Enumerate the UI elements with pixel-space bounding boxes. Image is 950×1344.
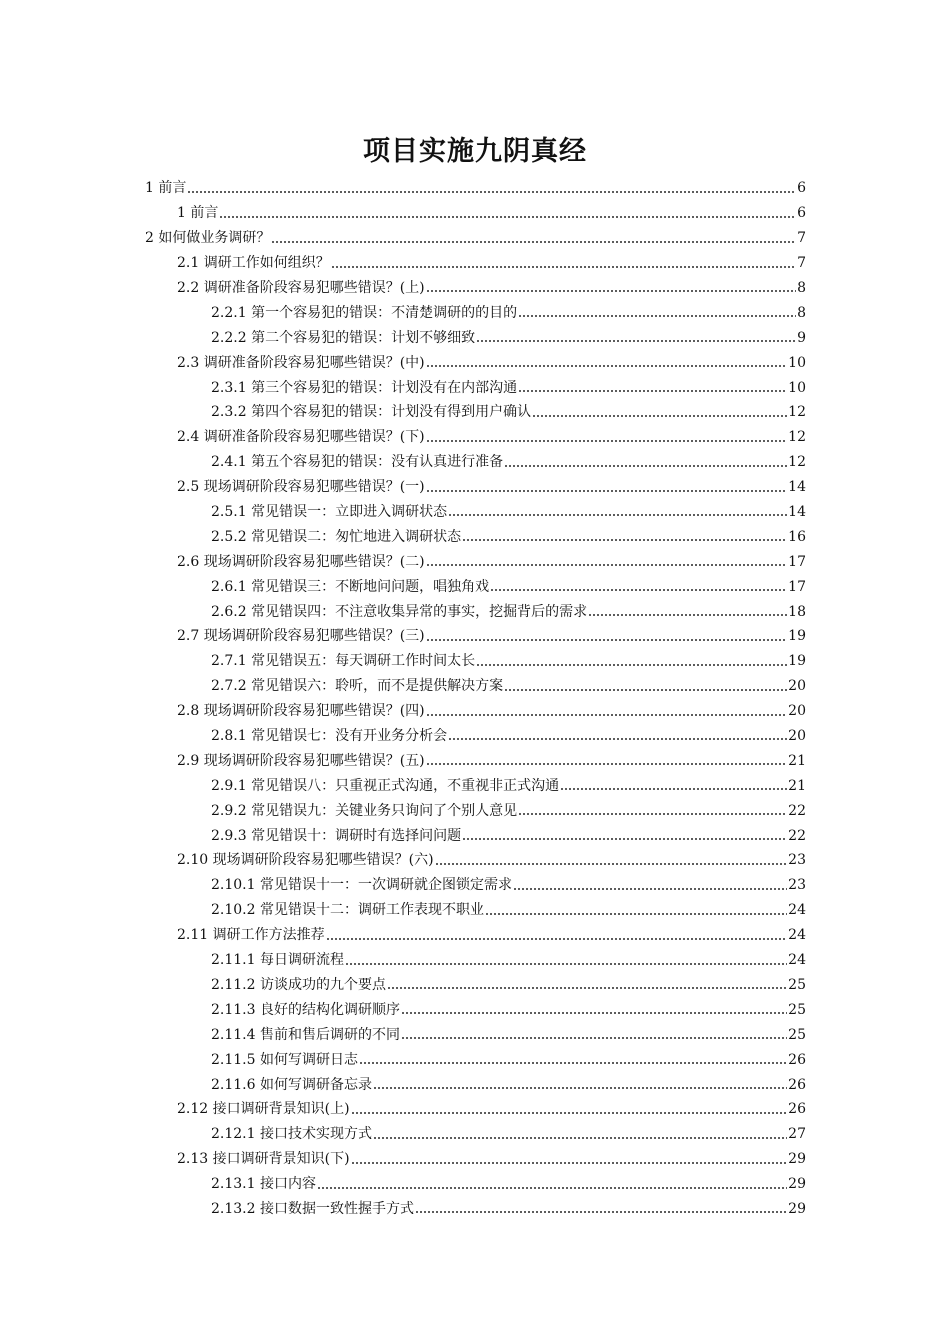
toc-page-number: 18 xyxy=(788,603,806,620)
toc-page-number: 29 xyxy=(788,1151,806,1168)
toc-entry[interactable] xyxy=(211,823,806,848)
toc-entry[interactable] xyxy=(177,1147,806,1172)
toc-entry-label: 1 前言 xyxy=(177,205,219,222)
toc-dot-leader xyxy=(426,713,788,717)
toc-page-number: 22 xyxy=(788,827,806,844)
toc-dot-leader xyxy=(426,563,788,567)
toc-entry-label: 2.4 调研准备阶段容易犯哪些错误？(下) xyxy=(177,429,425,446)
toc-entry[interactable] xyxy=(177,251,806,276)
toc-page-number: 20 xyxy=(788,728,806,745)
toc-entry-label: 2.1 调研工作如何组织？ xyxy=(177,255,330,272)
toc-dot-leader xyxy=(435,862,788,866)
toc-entry[interactable] xyxy=(211,773,806,798)
toc-dot-leader xyxy=(426,638,788,642)
toc-entry-label: 2.6.1 常见错误三：不断地问问题，唱独角戏 xyxy=(211,578,490,595)
toc-dot-leader xyxy=(462,538,787,542)
toc-entry[interactable] xyxy=(211,325,806,350)
toc-dot-leader xyxy=(532,414,787,418)
toc-entry[interactable] xyxy=(211,873,806,898)
toc-page-number: 26 xyxy=(788,1101,806,1118)
toc-entry[interactable] xyxy=(211,1072,806,1097)
toc-entry[interactable] xyxy=(211,1122,806,1147)
toc-entry[interactable] xyxy=(177,848,806,873)
toc-page-number: 19 xyxy=(788,653,806,670)
toc-page-number: 21 xyxy=(788,777,806,794)
toc-dot-leader xyxy=(518,389,787,393)
toc-page-number: 6 xyxy=(797,180,806,197)
toc-dot-leader xyxy=(426,289,796,293)
toc-entry[interactable] xyxy=(211,1172,806,1197)
toc-dot-leader xyxy=(331,265,796,269)
toc-entry[interactable] xyxy=(145,226,806,251)
toc-entry-label: 2.11.5 如何写调研日志 xyxy=(211,1051,358,1068)
toc-entry-label: 2.7 现场调研阶段容易犯哪些错误？(三) xyxy=(177,628,425,645)
toc-page-number: 12 xyxy=(788,429,806,446)
toc-page-number: 25 xyxy=(788,976,806,993)
toc-dot-leader xyxy=(588,613,787,617)
toc-entry-label: 2.11.3 良好的结构化调研顺序 xyxy=(211,1001,400,1018)
toc-entry-label: 2.2.1 第一个容易犯的错误：不清楚调研的的目的 xyxy=(211,304,518,321)
toc-dot-leader xyxy=(387,986,787,990)
toc-entry[interactable] xyxy=(211,1047,806,1072)
toc-page-number: 20 xyxy=(788,703,806,720)
toc-entry[interactable] xyxy=(211,300,806,325)
toc-entry-label: 2.13.1 接口内容 xyxy=(211,1176,316,1193)
toc-page-number: 16 xyxy=(788,528,806,545)
toc-page-number: 24 xyxy=(788,927,806,944)
toc-entry-label: 2.2.2 第二个容易犯的错误：计划不够细致 xyxy=(211,329,476,346)
toc-dot-leader xyxy=(401,1011,787,1015)
toc-page-number: 23 xyxy=(788,877,806,894)
toc-dot-leader xyxy=(326,937,788,941)
toc-entry[interactable] xyxy=(211,375,806,400)
toc-dot-leader xyxy=(373,1136,787,1140)
toc-entry[interactable] xyxy=(211,574,806,599)
toc-dot-leader xyxy=(513,887,787,891)
toc-dot-leader xyxy=(490,588,787,592)
toc-page-number: 26 xyxy=(788,1051,806,1068)
toc-entry[interactable] xyxy=(211,973,806,998)
toc-entry-label: 2.11.6 如何写调研备忘录 xyxy=(211,1076,372,1093)
toc-page-number: 17 xyxy=(788,578,806,595)
toc-page-number: 21 xyxy=(788,752,806,769)
toc-entry-label: 2.10.2 常见错误十二：调研工作表现不职业 xyxy=(211,902,484,919)
toc-entry-label: 2.11 调研工作方法推荐 xyxy=(177,927,325,944)
toc-entry-label: 2.11.1 每日调研流程 xyxy=(211,952,344,969)
toc-entry-label: 2.10.1 常见错误十一：一次调研就企图锁定需求 xyxy=(211,877,512,894)
toc-entry[interactable] xyxy=(211,450,806,475)
toc-page-number: 23 xyxy=(788,852,806,869)
toc-page-number: 12 xyxy=(788,454,806,471)
toc-entry-label: 2.9.2 常见错误九：关键业务只询问了个别人意见 xyxy=(211,802,518,819)
toc-entry[interactable] xyxy=(177,1097,806,1122)
toc-page-number: 8 xyxy=(797,280,806,296)
toc-entry[interactable] xyxy=(177,699,806,724)
toc-dot-leader xyxy=(345,962,787,966)
toc-entry-label: 2.5.1 常见错误一：立即进入调研状态 xyxy=(211,504,448,521)
toc-entry[interactable] xyxy=(177,350,806,375)
toc-page-number: 24 xyxy=(788,902,806,919)
toc-page-number: 27 xyxy=(788,1126,806,1143)
toc-entry[interactable] xyxy=(211,524,806,549)
toc-entry[interactable] xyxy=(211,500,806,525)
toc-entry-label: 1 前言 xyxy=(145,180,187,197)
toc-page-number: 7 xyxy=(797,230,806,247)
toc-entry[interactable] xyxy=(177,425,806,450)
toc-dot-leader xyxy=(462,837,787,841)
toc-dot-leader xyxy=(476,663,787,667)
toc-dot-leader xyxy=(317,1186,787,1190)
toc-page-number: 12 xyxy=(788,404,806,421)
toc-entry[interactable] xyxy=(211,948,806,973)
toc-dot-leader xyxy=(426,489,788,493)
toc-dot-leader xyxy=(415,1210,787,1214)
toc-dot-leader xyxy=(504,688,787,692)
toc-dot-leader xyxy=(476,339,796,343)
toc-dot-leader xyxy=(426,364,788,368)
toc-page-number: 24 xyxy=(788,952,806,969)
toc-dot-leader xyxy=(426,439,788,443)
toc-entry[interactable] xyxy=(177,201,806,226)
toc-entry-label: 2.9.1 常见错误八：只重视正式沟通，不重视非正式沟通 xyxy=(211,777,560,794)
toc-entry-label: 2.6.2 常见错误四：不注意收集异常的事实，挖掘背后的需求 xyxy=(211,603,588,620)
toc-dot-leader xyxy=(518,314,796,318)
toc-entry[interactable] xyxy=(211,997,806,1022)
toc-page-number: 25 xyxy=(788,1001,806,1018)
toc-entry[interactable] xyxy=(177,276,806,301)
toc-dot-leader xyxy=(373,1086,787,1090)
toc-entry[interactable] xyxy=(211,724,806,749)
toc-entry[interactable] xyxy=(211,1022,806,1047)
toc-entry-label: 2.9.3 常见错误十：调研时有选择问问题 xyxy=(211,827,462,844)
toc-dot-leader xyxy=(504,464,787,468)
toc-page-number: 17 xyxy=(788,553,806,570)
toc-page-number: 7 xyxy=(797,255,806,272)
toc-dot-leader xyxy=(187,190,796,194)
toc-entry[interactable] xyxy=(211,599,806,624)
toc-page-number: 9 xyxy=(797,329,806,346)
table-of-contents xyxy=(0,176,950,1221)
toc-page-number: 26 xyxy=(788,1076,806,1093)
toc-entry[interactable] xyxy=(211,400,806,425)
toc-page-number: 25 xyxy=(788,1026,806,1043)
toc-entry[interactable] xyxy=(145,176,806,201)
toc-dot-leader xyxy=(518,812,787,816)
toc-entry[interactable] xyxy=(211,898,806,923)
toc-entry[interactable] xyxy=(211,674,806,699)
toc-entry-label: 2.6 现场调研阶段容易犯哪些错误？(二) xyxy=(177,553,425,570)
toc-page-number: 10 xyxy=(788,354,806,371)
toc-entry-label: 2.2 调研准备阶段容易犯哪些错误？(上) xyxy=(177,280,425,296)
toc-entry[interactable] xyxy=(177,549,806,574)
toc-entry-label: 2.3.2 第四个容易犯的错误：计划没有得到用户确认 xyxy=(211,404,532,421)
toc-entry-label: 2.3 调研准备阶段容易犯哪些错误？(中) xyxy=(177,354,425,371)
toc-page-number: 14 xyxy=(788,479,806,496)
toc-entry[interactable] xyxy=(211,1197,806,1222)
toc-entry[interactable] xyxy=(177,923,806,948)
toc-entry-label: 2.13 接口调研背景知识(下) xyxy=(177,1151,350,1168)
toc-entry-label: 2.7.2 常见错误六：聆听，而不是提供解决方案 xyxy=(211,678,504,695)
toc-dot-leader xyxy=(485,912,787,916)
toc-page-number: 20 xyxy=(788,678,806,695)
toc-dot-leader xyxy=(426,762,788,766)
toc-page-number: 29 xyxy=(788,1176,806,1193)
toc-entry-label: 2.12 接口调研背景知识(上) xyxy=(177,1101,350,1118)
toc-dot-leader xyxy=(351,1161,788,1165)
toc-entry-label: 2.10 现场调研阶段容易犯哪些错误？(六) xyxy=(177,852,434,869)
toc-entry-label: 2.11.2 访谈成功的九个要点 xyxy=(211,976,386,993)
toc-dot-leader xyxy=(359,1061,787,1065)
toc-entry[interactable] xyxy=(211,649,806,674)
toc-entry-label: 2.8.1 常见错误七：没有开业务分析会 xyxy=(211,728,448,745)
toc-entry-label: 2.11.4 售前和售后调研的不同 xyxy=(211,1026,400,1043)
toc-page-number: 19 xyxy=(788,628,806,645)
toc-entry[interactable] xyxy=(177,624,806,649)
toc-entry-label: 2.5 现场调研阶段容易犯哪些错误？(一) xyxy=(177,479,425,496)
toc-entry-label: 2.4.1 第五个容易犯的错误：没有认真进行准备 xyxy=(211,454,504,471)
toc-dot-leader xyxy=(351,1111,788,1115)
toc-dot-leader xyxy=(219,215,796,219)
toc-entry-label: 2.12.1 接口技术实现方式 xyxy=(211,1126,372,1143)
toc-entry-label: 2.5.2 常见错误二：匆忙地进入调研状态 xyxy=(211,528,462,545)
toc-page-number: 6 xyxy=(797,205,806,222)
toc-entry-label: 2.13.2 接口数据一致性握手方式 xyxy=(211,1200,414,1217)
toc-page-number: 22 xyxy=(788,802,806,819)
toc-dot-leader xyxy=(448,513,787,517)
toc-page-number: 29 xyxy=(788,1200,806,1217)
toc-page-number: 10 xyxy=(788,379,806,396)
toc-entry-label: 2 如何做业务调研？ xyxy=(145,230,271,247)
toc-entry[interactable] xyxy=(177,475,806,500)
toc-entry[interactable] xyxy=(211,798,806,823)
toc-entry[interactable] xyxy=(177,748,806,773)
toc-page-number: 8 xyxy=(797,304,806,321)
toc-entry-label: 2.9 现场调研阶段容易犯哪些错误？(五) xyxy=(177,752,425,769)
document-title: 项目实施九阴真经 xyxy=(363,136,587,167)
toc-dot-leader xyxy=(560,787,787,791)
toc-entry-label: 2.3.1 第三个容易犯的错误：计划没有在内部沟通 xyxy=(211,379,518,396)
toc-entry-label: 2.8 现场调研阶段容易犯哪些错误？(四) xyxy=(177,703,425,720)
toc-entry-label: 2.7.1 常见错误五：每天调研工作时间太长 xyxy=(211,653,476,670)
toc-dot-leader xyxy=(271,240,796,244)
toc-dot-leader xyxy=(401,1036,787,1040)
toc-dot-leader xyxy=(448,737,787,741)
toc-page-number: 14 xyxy=(788,504,806,521)
